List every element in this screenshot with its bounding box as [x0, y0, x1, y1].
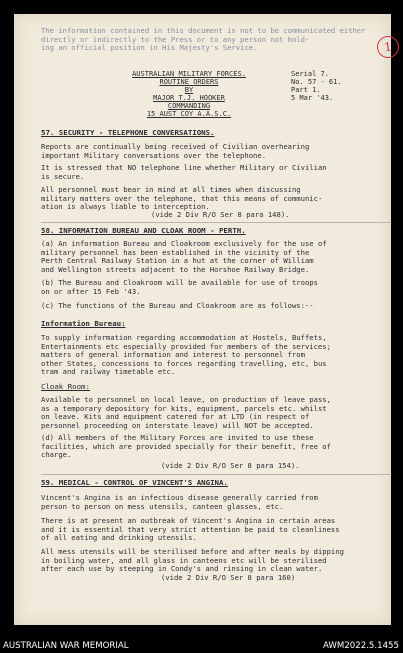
header-line-4: MAJOR T.J. HOOKER — [153, 94, 225, 102]
section-58-para-c: (c) The functions of the Bureau and Cloakroom are as follows:-- — [41, 301, 314, 310]
section-59-para-3: All mess utensils will be sterilised before and after meals by dipping in boiling water, and all glass in canteens etc will be sterilised after each use by steeping in Condy's and rinsing in clean water. — [41, 547, 344, 574]
archive-reference: AWM2022.5.1455 — [323, 641, 399, 651]
section-59-para-2: There is at present an outbreak of Vincent's Angina in certain areas and it is essential that very strict attention be paid to cleanliness of all eating and drinking utensils. — [41, 516, 340, 543]
security-notice: The information contained in this document is not to be communicated either directly or indirectly to the Press or to any person not hold- ing an official position in His Majesty's Service. — [41, 26, 366, 53]
header-line-2: ROUTINE ORDERS — [159, 78, 219, 86]
section-57-para-1: Reports are continually being received of Civilian overhearing important Military conversations over the telephone. — [41, 142, 310, 160]
section-58-title: 58. INFORMATION BUREAU AND CLOAK ROOM - PERTH. — [41, 226, 246, 235]
section-59-reference: (vide 2 Div R/O Ser 8 para 160) — [161, 573, 296, 582]
part-number: Part 1. — [291, 86, 321, 94]
section-57-reference: (vide 2 Div R/O Ser 8 para 148). — [151, 210, 290, 219]
divider — [41, 474, 391, 475]
section-58-reference: (vide 2 Div R/O Ser 8 para 154). — [161, 461, 300, 470]
document-page — [14, 14, 391, 625]
section-59-title: 59. MEDICAL - CONTROL OF VINCENT'S ANGINA. — [41, 478, 228, 487]
cloak-room-text: Available to personnel on local leave, on production of leave pass, as a temporary depository for kits, equipment, parcels etc. whilst on leave. Kits and equipment catered for at LTD (in respect of personnel proceeding on interstate leave) will NOT be accepted. — [41, 395, 331, 430]
section-58-para-b: (b) The Bureau and Cloakroom will be available for use of troops on or after 15 Feb '43. — [41, 278, 318, 296]
section-57-title: 57. SECURITY - TELEPHONE CONVERSATIONS. — [41, 128, 215, 137]
page-number-stamp: 1 — [376, 35, 401, 60]
header-line-5: COMMANDING — [167, 102, 211, 110]
section-57-para-2: It is stressed that NO telephone line whether Military or Civilian is secure. — [41, 163, 327, 181]
archive-footer — [0, 625, 403, 653]
header-line-6: 15 AUST COY A.A.S.C. — [146, 110, 232, 118]
section-58-para-a: (a) An information Bureau and Cloakroom exclusively for the use of military personnel has been established in the vicinity of the Perth Central Railway Station in a hut at the corner of William and Wellington streets adjacent to the Horshoe Railway Bridge. — [41, 239, 327, 274]
section-57-para-3: All personnel must bear in mind at all times when discussing military matters over the telephone, that this means of communic- ation is always liable to interception. — [41, 185, 323, 212]
header-line-1: AUSTRALIAN MILITARY FORCES. — [132, 70, 246, 78]
order-date: 5 Mar '43. — [291, 94, 334, 102]
section-58-para-d: (d) All members of the Military Forces are invited to use these facilities, which are provided specially for their benefit, free of charge. — [41, 433, 331, 460]
information-bureau-text: To supply information regarding accommodation at Hostels, Buffets, Entertainments etc especially provided for members of the services; matters of general information and interest to personnel from other States, concessions to forces regarding travelling, etc, bus tram and railway timetable etc. — [41, 333, 331, 377]
serial-number: Serial 7. — [291, 70, 329, 78]
cloak-room-heading: Cloak Room: — [41, 382, 90, 391]
archive-name: AUSTRALIAN WAR MEMORIAL — [3, 641, 129, 651]
information-bureau-heading: Information Bureau: — [41, 319, 126, 328]
header-line-3: BY — [184, 86, 194, 94]
section-59-para-1: Vincent's Angina is an infectious disease generally carried from person to person on mess utensils, canteen glasses, etc. — [41, 493, 318, 511]
divider — [41, 222, 391, 223]
order-numbers: No. 57 - 61. — [291, 78, 342, 86]
